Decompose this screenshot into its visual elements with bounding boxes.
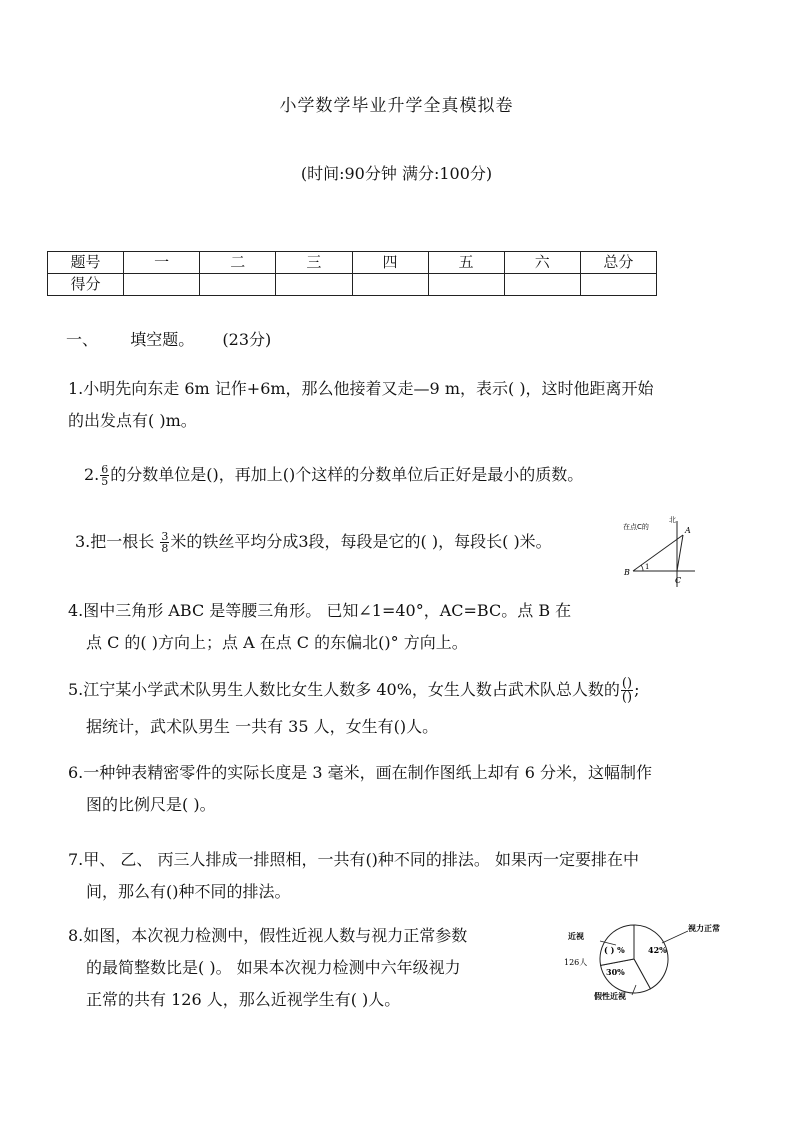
question-6-line-1: 6.一种钟表精密零件的实际长度是 3 毫米，画在制作图纸上却有 6 分米，这幅制作 bbox=[68, 763, 652, 782]
score-cell[interactable] bbox=[580, 274, 656, 296]
score-header-cell: 一 bbox=[124, 252, 200, 274]
pie-count: 126人 bbox=[564, 958, 588, 967]
question-2: 2. $\frac{6}{5}$ 的分数单位是()，再加上()个这样的分数单位后正好是最小的质数。 bbox=[84, 463, 584, 488]
question-4-line-1: 4.图中三角形 ABC 是等腰三角形。 已知∠1=40°，AC=BC。点 B 在 bbox=[68, 601, 572, 620]
question-8-line-1: 8.如图，本次视力检测中，假性近视人数与视力正常参数 bbox=[68, 926, 468, 945]
figure-angle-label: 1 bbox=[645, 563, 650, 571]
score-row-label: 得分 bbox=[48, 274, 124, 296]
question-5-line-1: 5.江宁某小学武术队男生人数比女生人数多 40%，女生人数占武术队总人数的 $\frac{()}{()}$ ; bbox=[68, 676, 640, 705]
exam-info: (时间:90分钟 满分:100分) bbox=[300, 164, 493, 183]
pie-slices bbox=[600, 925, 668, 993]
question-7-line-2: 间，那么有()种不同的排法。 bbox=[86, 882, 291, 901]
section-title: 填空题。 bbox=[130, 330, 195, 349]
score-header-cell: 二 bbox=[200, 252, 276, 274]
figure-point-a: A bbox=[685, 526, 691, 535]
pie-value-myopia: ( ) % bbox=[604, 945, 625, 955]
fraction: $\frac{3}{8}$ bbox=[161, 530, 169, 555]
page-title: 小学数学毕业升学全真模拟卷 bbox=[279, 96, 514, 116]
score-table bbox=[47, 251, 657, 296]
figure-north-label: 北 bbox=[669, 516, 676, 524]
pie-label-normal: 视力正常 bbox=[688, 923, 720, 933]
vision-pie-chart bbox=[562, 915, 722, 1007]
pie-label-myopia: 近视 bbox=[568, 931, 584, 941]
question-3: 3.把一根长 $\frac{3}{8}$ 米的铁丝平均分成3段，每段是它的( )，每段长( )米。 bbox=[75, 530, 552, 555]
score-cell[interactable] bbox=[352, 274, 428, 296]
section-number: 一、 bbox=[66, 330, 99, 349]
score-cell[interactable] bbox=[124, 274, 200, 296]
score-table-score-row bbox=[48, 274, 657, 296]
score-header-cell: 五 bbox=[428, 252, 504, 274]
question-4-line-2: 点 C 的( )方向上；点 A 在点 C 的东偏北()° 方向上。 bbox=[86, 633, 468, 652]
pie-label-false-myopia: 假性近视 bbox=[594, 991, 626, 1001]
figure-note: 在点C的 bbox=[623, 523, 649, 531]
score-cell[interactable] bbox=[276, 274, 352, 296]
question-8-line-2: 的最简整数比是( )。 如果本次视力检测中六年级视力 bbox=[86, 958, 461, 977]
fraction: $\frac{6}{5}$ bbox=[101, 463, 109, 488]
pie-value-normal: 42% bbox=[648, 945, 667, 955]
section-heading bbox=[66, 327, 271, 350]
score-table-header-row bbox=[48, 252, 657, 274]
score-cell[interactable] bbox=[428, 274, 504, 296]
pie-value-false-myopia: 30% bbox=[606, 967, 625, 977]
triangle-direction-figure bbox=[621, 513, 699, 593]
figure-point-b: B bbox=[624, 568, 630, 577]
score-cell[interactable] bbox=[200, 274, 276, 296]
score-header-cell: 六 bbox=[504, 252, 580, 274]
score-header-cell: 总分 bbox=[580, 252, 656, 274]
section-points: (23分) bbox=[222, 330, 272, 349]
question-6-line-2: 图的比例尺是( )。 bbox=[86, 795, 216, 814]
question-7-line-1: 7.甲、 乙、 丙三人排成一排照相，一共有()种不同的排法。 如果丙一定要排在中 bbox=[68, 850, 640, 869]
question-1-line-2: 的出发点有( )m。 bbox=[68, 411, 197, 430]
score-header-cell: 题号 bbox=[48, 252, 124, 274]
question-5-line-2: 据统计，武术队男生 一共有 35 人，女生有()人。 bbox=[86, 717, 439, 736]
score-cell[interactable] bbox=[504, 274, 580, 296]
score-header-cell: 四 bbox=[352, 252, 428, 274]
fraction: $\frac{()}{()}$ bbox=[621, 676, 633, 705]
figure-point-c: C bbox=[675, 576, 682, 585]
question-1-line-1: 1.小明先向东走 6m 记作+6m，那么他接着又走—9 m，表示( )，这时他距离开始 bbox=[68, 379, 654, 398]
score-header-cell: 三 bbox=[276, 252, 352, 274]
question-8-line-3: 正常的共有 126 人，那么近视学生有( )人。 bbox=[86, 990, 401, 1009]
